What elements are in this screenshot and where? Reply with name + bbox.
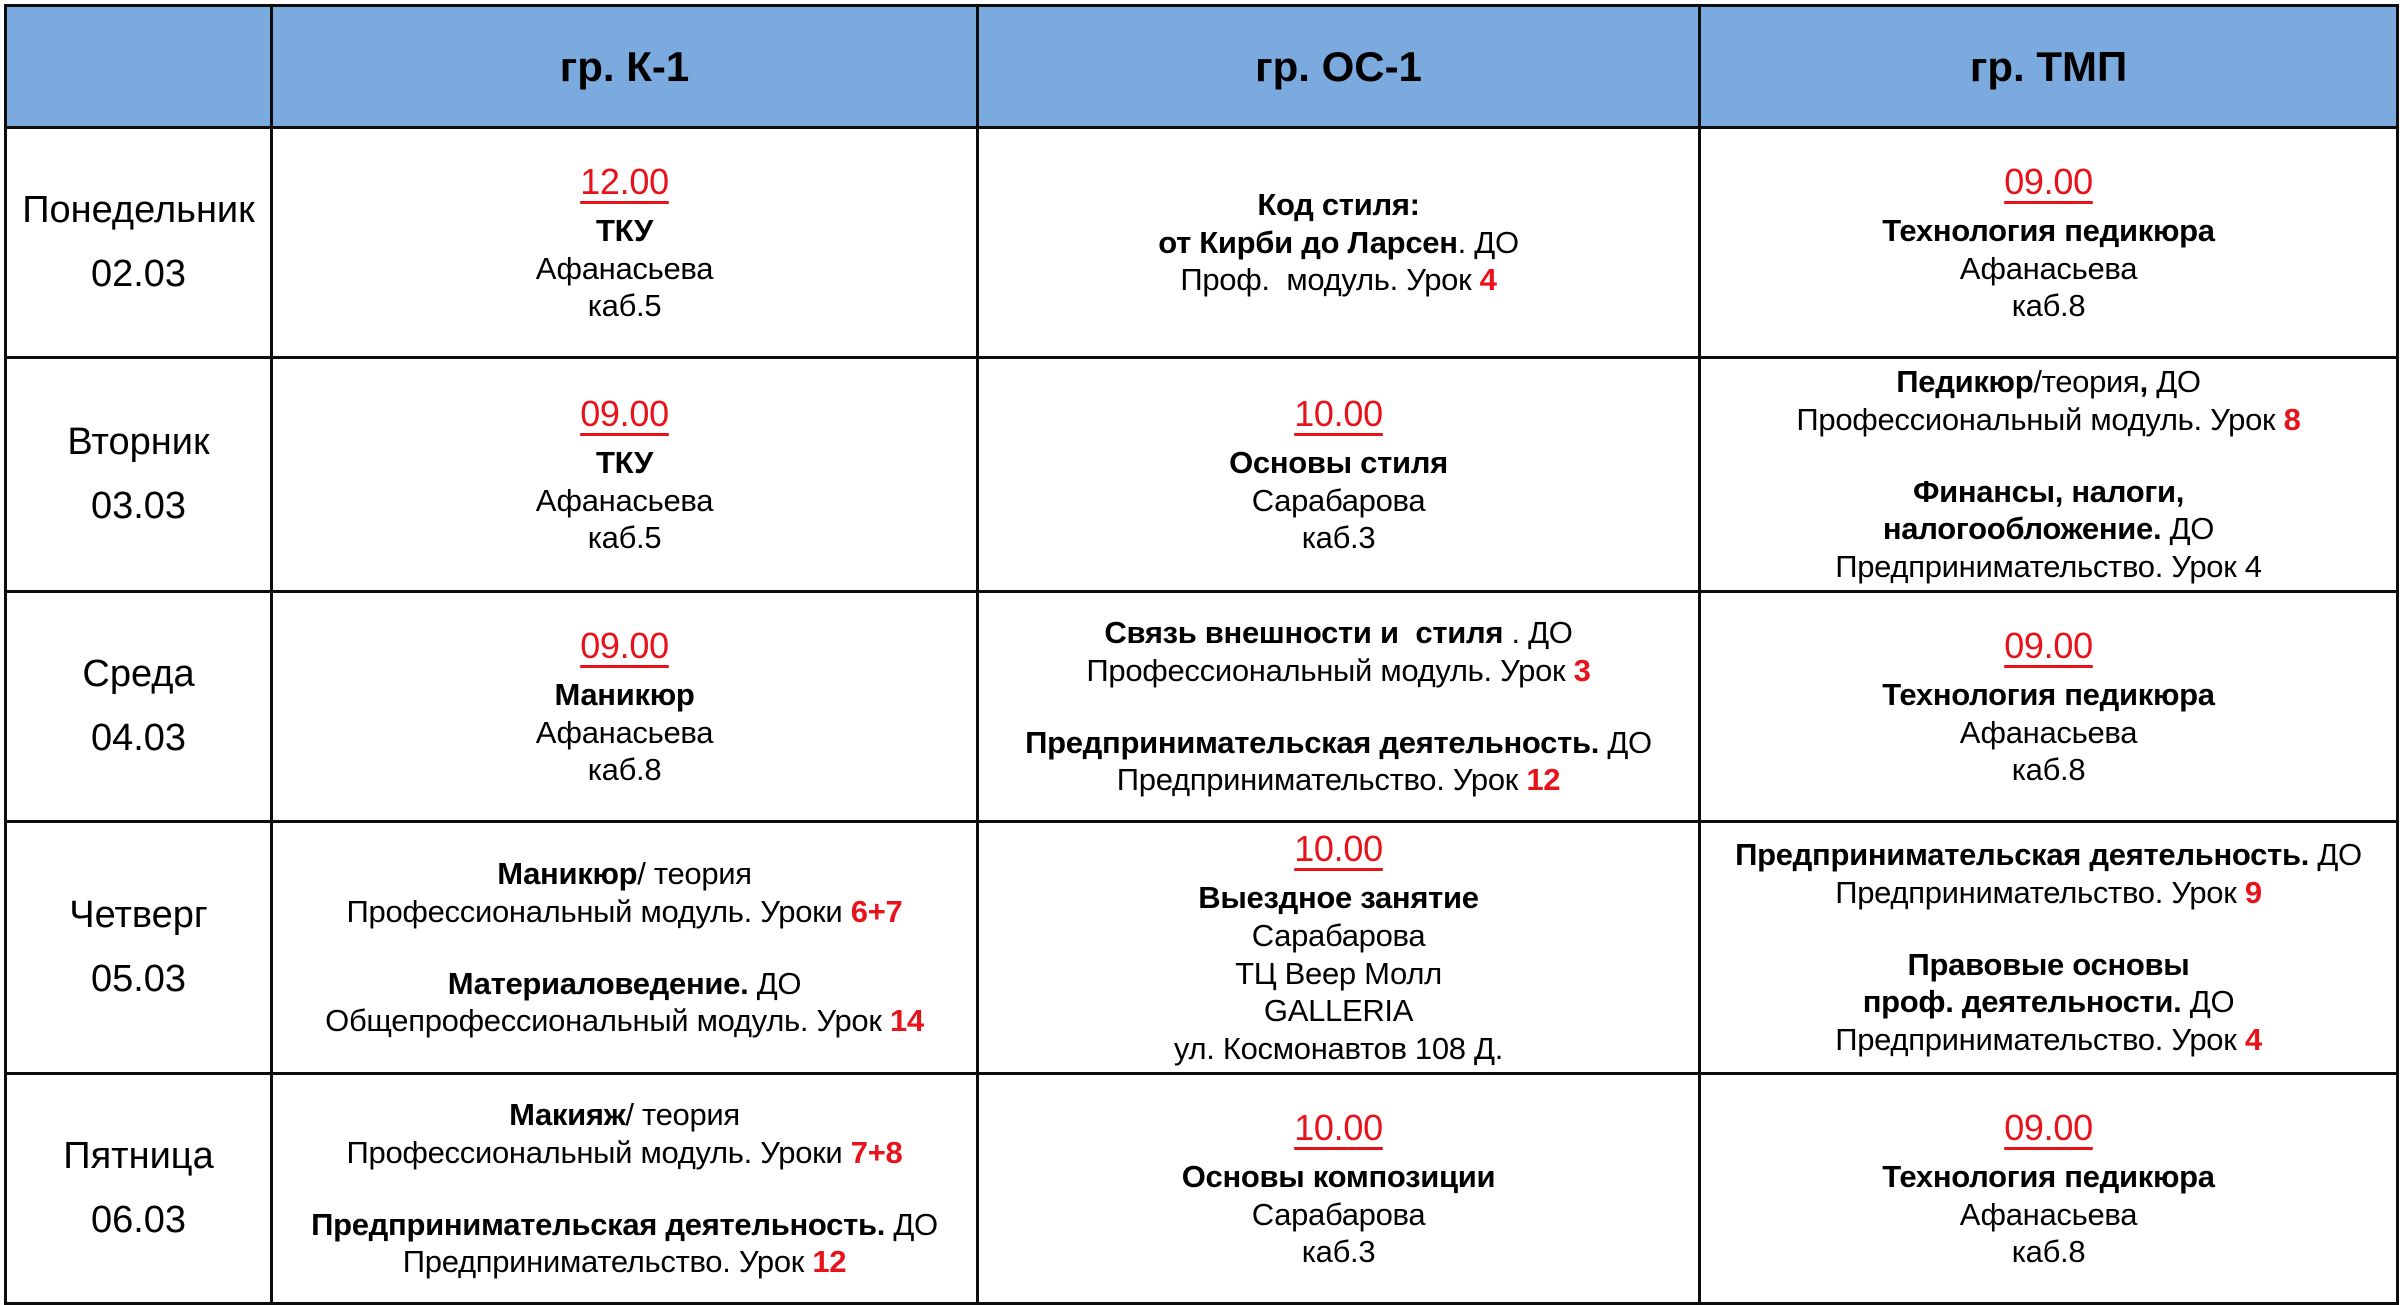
lesson-line [281, 1134, 968, 1172]
lesson-segment: ДО [748, 965, 802, 1001]
lesson-line [987, 827, 1690, 871]
lesson-segment: Основы стиля [1229, 444, 1448, 480]
lesson-line [281, 965, 968, 1003]
lesson-segment: Правовые основы [1907, 946, 2190, 982]
lesson-cell [978, 128, 1700, 358]
lesson-line [1709, 287, 2388, 325]
lesson-line [1709, 874, 2388, 912]
lesson-line [1709, 676, 2388, 714]
line-spacer [1709, 912, 2388, 946]
lesson-segment: . ДО [1503, 614, 1573, 650]
table-row [6, 358, 2398, 592]
lesson-segment: Профессиональный модуль. Уроки [346, 1134, 851, 1170]
lesson-segment: 3 [1573, 652, 1591, 688]
lesson-segment: Выездное занятие [1198, 879, 1479, 915]
lesson-line [281, 893, 968, 931]
lesson-segment: ДО [2181, 984, 2235, 1020]
lesson-line [281, 287, 968, 325]
lesson-segment: Профессиональный модуль. Урок [1086, 652, 1574, 688]
lesson-line [1709, 1233, 2388, 1271]
lesson-cell [1700, 128, 2398, 358]
lesson-segment: каб.8 [2011, 1234, 2086, 1270]
lesson-line [987, 955, 1690, 993]
lesson-segment: Педикюр [1896, 364, 2034, 399]
lesson-line [987, 652, 1690, 690]
lesson-line [1709, 160, 2388, 204]
lesson-segment: Макияж [509, 1096, 626, 1132]
lesson-segment: 6+7 [850, 893, 903, 929]
lesson-segment: ДО [2147, 364, 2201, 399]
lesson-line [1709, 714, 2388, 752]
lesson-line [1709, 473, 2388, 511]
lesson-line [1709, 624, 2388, 668]
lesson-line [281, 519, 968, 557]
day-date: 05.03 [90, 957, 187, 1000]
lesson-time: 09.00 [2004, 624, 2093, 666]
day-cell [6, 592, 272, 822]
lesson-segment: каб.5 [587, 520, 662, 556]
lesson-segment: Предпринимательство. Урок [402, 1244, 813, 1280]
day-name: Четверг [69, 894, 208, 937]
lesson-segment: Проф. модуль. Урок [1180, 262, 1480, 298]
lesson-line [281, 855, 968, 893]
lesson-line [987, 1196, 1690, 1234]
header-group-tmp: гр. ТМП [1700, 6, 2398, 128]
lesson-segment: ДО [885, 1206, 938, 1242]
lesson-line [987, 992, 1690, 1030]
day-cell [6, 358, 272, 592]
table-row [6, 1074, 2398, 1304]
lesson-time: 09.00 [2004, 1106, 2093, 1148]
lesson-segment: 4 [2244, 1022, 2262, 1058]
lesson-segment: ТЦ Веер Молл [1235, 955, 1442, 991]
lesson-time: 10.00 [1294, 828, 1383, 870]
lesson-segment: Маникюр [497, 855, 638, 891]
lesson-segment: , [2139, 364, 2148, 399]
lesson-segment: каб.3 [1301, 520, 1376, 556]
lesson-line [1709, 836, 2388, 874]
lesson-segment: Связь внешности и стиля [1104, 614, 1504, 650]
header-row [6, 6, 2398, 128]
lesson-segment: Маникюр [554, 676, 695, 712]
lesson-cell [272, 358, 978, 592]
lesson-segment: Афанасьева [535, 482, 714, 518]
lesson-cell [1700, 358, 2398, 592]
lesson-line [1709, 1021, 2388, 1059]
lesson-line [1709, 946, 2388, 984]
lesson-segment: Общепрофессиональный модуль. Урок [325, 1003, 890, 1039]
lesson-segment: Предпринимательство. Урок [1835, 874, 2245, 910]
lesson-line [987, 761, 1690, 799]
lesson-line [281, 482, 968, 520]
lesson-segment: Сарабарова [1251, 1196, 1426, 1232]
day-date: 03.03 [90, 484, 187, 527]
lesson-segment: Основы композиции [1181, 1158, 1496, 1194]
lesson-line [987, 519, 1690, 557]
day-name: Понедельник [22, 189, 255, 232]
lesson-segment: ДО [2309, 837, 2362, 873]
lesson-line [281, 714, 968, 752]
lesson-line [281, 676, 968, 714]
table-row [6, 822, 2398, 1074]
lesson-segment: . ДО [1457, 224, 1519, 260]
lesson-line [281, 444, 968, 482]
header-group-os1: гр. ОС-1 [978, 6, 1700, 128]
lesson-segment: налогообложение. [1882, 511, 2162, 547]
lesson-segment: Финансы, налоги, [1912, 473, 2185, 509]
lesson-segment: Афанасьева [535, 250, 714, 286]
lesson-line [281, 751, 968, 789]
lesson-segment: / теория [637, 855, 752, 891]
lesson-segment: Предпринимательская деятельность. [1735, 837, 2310, 873]
schedule-table [4, 4, 2399, 1305]
lesson-line [987, 482, 1690, 520]
lesson-line [1709, 1158, 2388, 1196]
lesson-segment: Афанасьева [1959, 250, 2138, 286]
lesson-segment: ТКУ [595, 212, 653, 248]
lesson-segment: Код стиля: [1257, 186, 1420, 222]
lesson-segment: Профессиональный модуль. Урок [1796, 401, 2284, 437]
table-row [6, 592, 2398, 822]
line-spacer [281, 1172, 968, 1206]
lesson-segment: ТКУ [595, 444, 653, 480]
lesson-segment: Предпринимательство. Урок [1835, 1022, 2245, 1058]
lesson-line [987, 917, 1690, 955]
lesson-line [1709, 983, 2388, 1021]
lesson-line [1709, 1106, 2388, 1150]
lesson-line [987, 879, 1690, 917]
lesson-line [281, 1243, 968, 1281]
lesson-segment: / теория [625, 1096, 740, 1132]
lesson-segment: GALLERIA [1263, 993, 1414, 1029]
lesson-segment: проф. деятельности. [1862, 984, 2182, 1020]
schedule-header [6, 6, 2398, 128]
lesson-segment: ДО [1599, 724, 1652, 760]
lesson-segment: каб.8 [2011, 752, 2086, 788]
lesson-segment: каб.3 [1301, 1234, 1376, 1270]
lesson-cell [978, 358, 1700, 592]
day-date: 06.03 [90, 1198, 187, 1241]
lesson-time: 10.00 [1294, 392, 1383, 434]
lesson-line [987, 224, 1690, 262]
lesson-segment: Материаловедение. [447, 965, 749, 1001]
lesson-cell [1700, 1074, 2398, 1304]
lesson-line [987, 186, 1690, 224]
lesson-segment: 12 [812, 1244, 847, 1280]
lesson-line [987, 1158, 1690, 1196]
lesson-segment: 14 [889, 1003, 924, 1039]
lesson-time: 09.00 [580, 624, 669, 666]
lesson-line [281, 1002, 968, 1040]
day-date: 02.03 [90, 252, 187, 295]
lesson-time: 12.00 [580, 160, 669, 202]
line-spacer [281, 931, 968, 965]
lesson-line [987, 392, 1690, 436]
lesson-segment: 7+8 [850, 1134, 903, 1170]
lesson-segment: Предпринимательская деятельность. [311, 1206, 886, 1242]
lesson-segment: 12 [1526, 762, 1561, 798]
lesson-line [1709, 1196, 2388, 1234]
lesson-segment: от Кирби до Ларсен [1158, 224, 1458, 260]
lesson-line [987, 614, 1690, 652]
lesson-line [281, 624, 968, 668]
day-name: Вторник [67, 421, 210, 464]
day-cell [6, 128, 272, 358]
lesson-line [1709, 212, 2388, 250]
lesson-line [1709, 510, 2388, 548]
line-spacer [1709, 439, 2388, 473]
lesson-segment: ул. Космонавтов 108 Д. [1173, 1031, 1504, 1067]
lesson-line [987, 1106, 1690, 1150]
header-group-k1: гр. К-1 [272, 6, 978, 128]
lesson-cell [272, 128, 978, 358]
lesson-cell [978, 1074, 1700, 1304]
lesson-segment: Профессиональный модуль. Уроки [346, 893, 851, 929]
lesson-segment: Афанасьева [1959, 714, 2138, 750]
day-name: Среда [82, 653, 195, 696]
lesson-cell [978, 822, 1700, 1074]
lesson-line [281, 1206, 968, 1244]
lesson-cell [272, 822, 978, 1074]
lesson-line [987, 1030, 1690, 1068]
lesson-segment: каб.5 [587, 288, 662, 324]
lesson-segment: Сарабарова [1251, 917, 1426, 953]
lesson-segment: 9 [2244, 874, 2262, 910]
day-cell [6, 822, 272, 1074]
lesson-line [281, 392, 968, 436]
lesson-line [281, 250, 968, 288]
day-cell [6, 1074, 272, 1304]
lesson-segment: Сарабарова [1251, 482, 1426, 518]
lesson-line [281, 212, 968, 250]
lesson-line [1709, 363, 2388, 401]
lesson-segment: 4 [1479, 262, 1497, 298]
lesson-segment: Предпринимательская деятельность. [1025, 724, 1600, 760]
lesson-line [1709, 250, 2388, 288]
lesson-line [987, 444, 1690, 482]
lesson-line [1709, 401, 2388, 439]
day-name: Пятница [63, 1135, 214, 1178]
lesson-cell [978, 592, 1700, 822]
lesson-line [1709, 751, 2388, 789]
schedule-body [6, 128, 2398, 1304]
lesson-line [987, 1233, 1690, 1271]
lesson-cell [1700, 592, 2398, 822]
lesson-segment: Технология педикюра [1882, 212, 2215, 248]
lesson-time: 09.00 [2004, 160, 2093, 202]
lesson-line [281, 1096, 968, 1134]
lesson-segment: /теория [2033, 364, 2140, 399]
lesson-segment: Афанасьева [535, 714, 714, 750]
lesson-cell [1700, 822, 2398, 1074]
lesson-segment: ДО [2161, 511, 2215, 547]
header-day-cell [6, 6, 272, 128]
day-date: 04.03 [90, 716, 187, 759]
lesson-segment: Предпринимательство. Урок [1116, 762, 1527, 798]
lesson-line [1709, 548, 2388, 586]
lesson-line [281, 160, 968, 204]
lesson-segment: каб.8 [587, 752, 662, 788]
lesson-segment: Предпринимательство. Урок 4 [1835, 549, 2262, 585]
lesson-segment: Технология педикюра [1882, 1158, 2215, 1194]
lesson-time: 10.00 [1294, 1106, 1383, 1148]
lesson-cell [272, 1074, 978, 1304]
lesson-cell [272, 592, 978, 822]
lesson-time: 09.00 [580, 392, 669, 434]
lesson-segment: каб.8 [2011, 288, 2086, 324]
lesson-segment: Афанасьева [1959, 1196, 2138, 1232]
lesson-segment: Технология педикюра [1882, 676, 2215, 712]
lesson-segment: 8 [2283, 401, 2301, 437]
lesson-line [987, 724, 1690, 762]
table-row [6, 128, 2398, 358]
line-spacer [987, 690, 1690, 724]
lesson-line [987, 261, 1690, 299]
